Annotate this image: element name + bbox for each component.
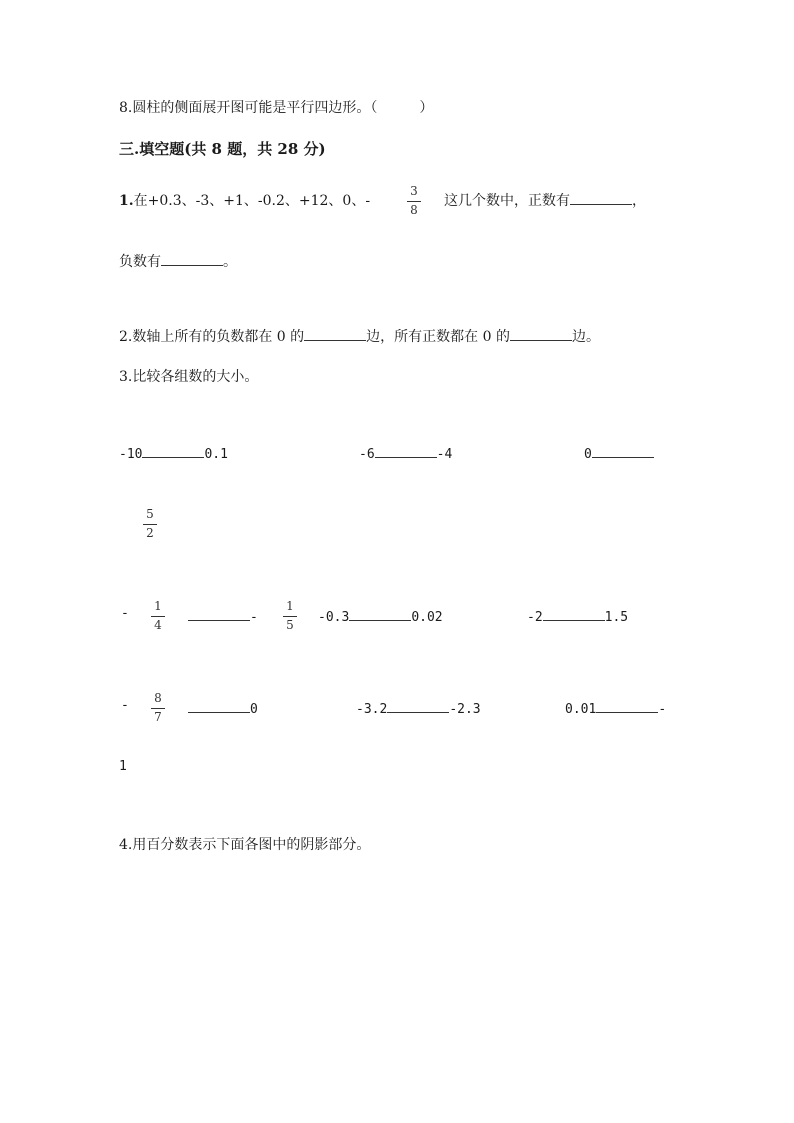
compare-7: 0 [188, 698, 258, 717]
compare-blank[interactable] [188, 698, 250, 713]
answer-blank-left[interactable] [304, 326, 366, 341]
compare-blank[interactable] [592, 443, 654, 458]
compare-9: 0.01 - [565, 698, 666, 717]
question-4: 4.用百分数表示下面各图中的阴影部分。 [119, 837, 371, 853]
question-1-line2: 负数有 。 [119, 251, 237, 271]
question-2: 2.数轴上所有的负数都在 0 的 边，所有正数都在 0 的 边。 [119, 326, 600, 346]
compare-2: -6 -4 [359, 443, 452, 462]
numerator: 3 [410, 184, 418, 198]
fraction-1-5: 1 5 [280, 600, 300, 633]
answer-blank-negative[interactable] [161, 251, 223, 266]
compare-8: -3.2 -2.3 [356, 698, 481, 717]
question-8: 8.圆柱的侧面展开图可能是平行四边形。（ ） [119, 100, 434, 116]
compare-blank[interactable] [349, 606, 411, 621]
question-3-title: 3.比较各组数的大小。 [119, 369, 259, 385]
question-1-middle: 这几个数中，正数有 ， [444, 190, 646, 210]
compare-blank[interactable] [188, 606, 250, 621]
question-1-line1 [119, 190, 370, 210]
compare-blank[interactable] [543, 606, 605, 621]
answer-blank-positive[interactable] [570, 190, 632, 205]
denominator: 8 [410, 203, 418, 217]
compare-5: -0.3 0.02 [318, 606, 443, 625]
section-heading: 三.填空题(共 8 题，共 28 分) [119, 140, 326, 158]
compare-blank[interactable] [375, 443, 437, 458]
fraction-1-4: 1 4 [148, 600, 168, 633]
compare-1: -10 0.1 [119, 443, 228, 462]
number-list: 在+0.3、-3、+1、-0.2、+12、0、- [133, 193, 371, 209]
question-number: 1. [119, 193, 134, 209]
compare-6: -2 1.5 [527, 606, 628, 625]
fraction-3-8 [404, 185, 424, 218]
fraction-8-7: 8 7 [148, 692, 168, 725]
compare-4: - [188, 606, 258, 625]
compare-blank[interactable] [596, 698, 658, 713]
compare-blank[interactable] [387, 698, 449, 713]
minus-sign: - [121, 698, 129, 713]
compare-blank[interactable] [142, 443, 204, 458]
minus-sign: - [121, 606, 129, 621]
wrapped-number: 1 [119, 759, 127, 774]
compare-3: 0 [584, 443, 654, 462]
answer-blank-right[interactable] [510, 326, 572, 341]
fraction-5-2: 5 2 [140, 508, 160, 541]
